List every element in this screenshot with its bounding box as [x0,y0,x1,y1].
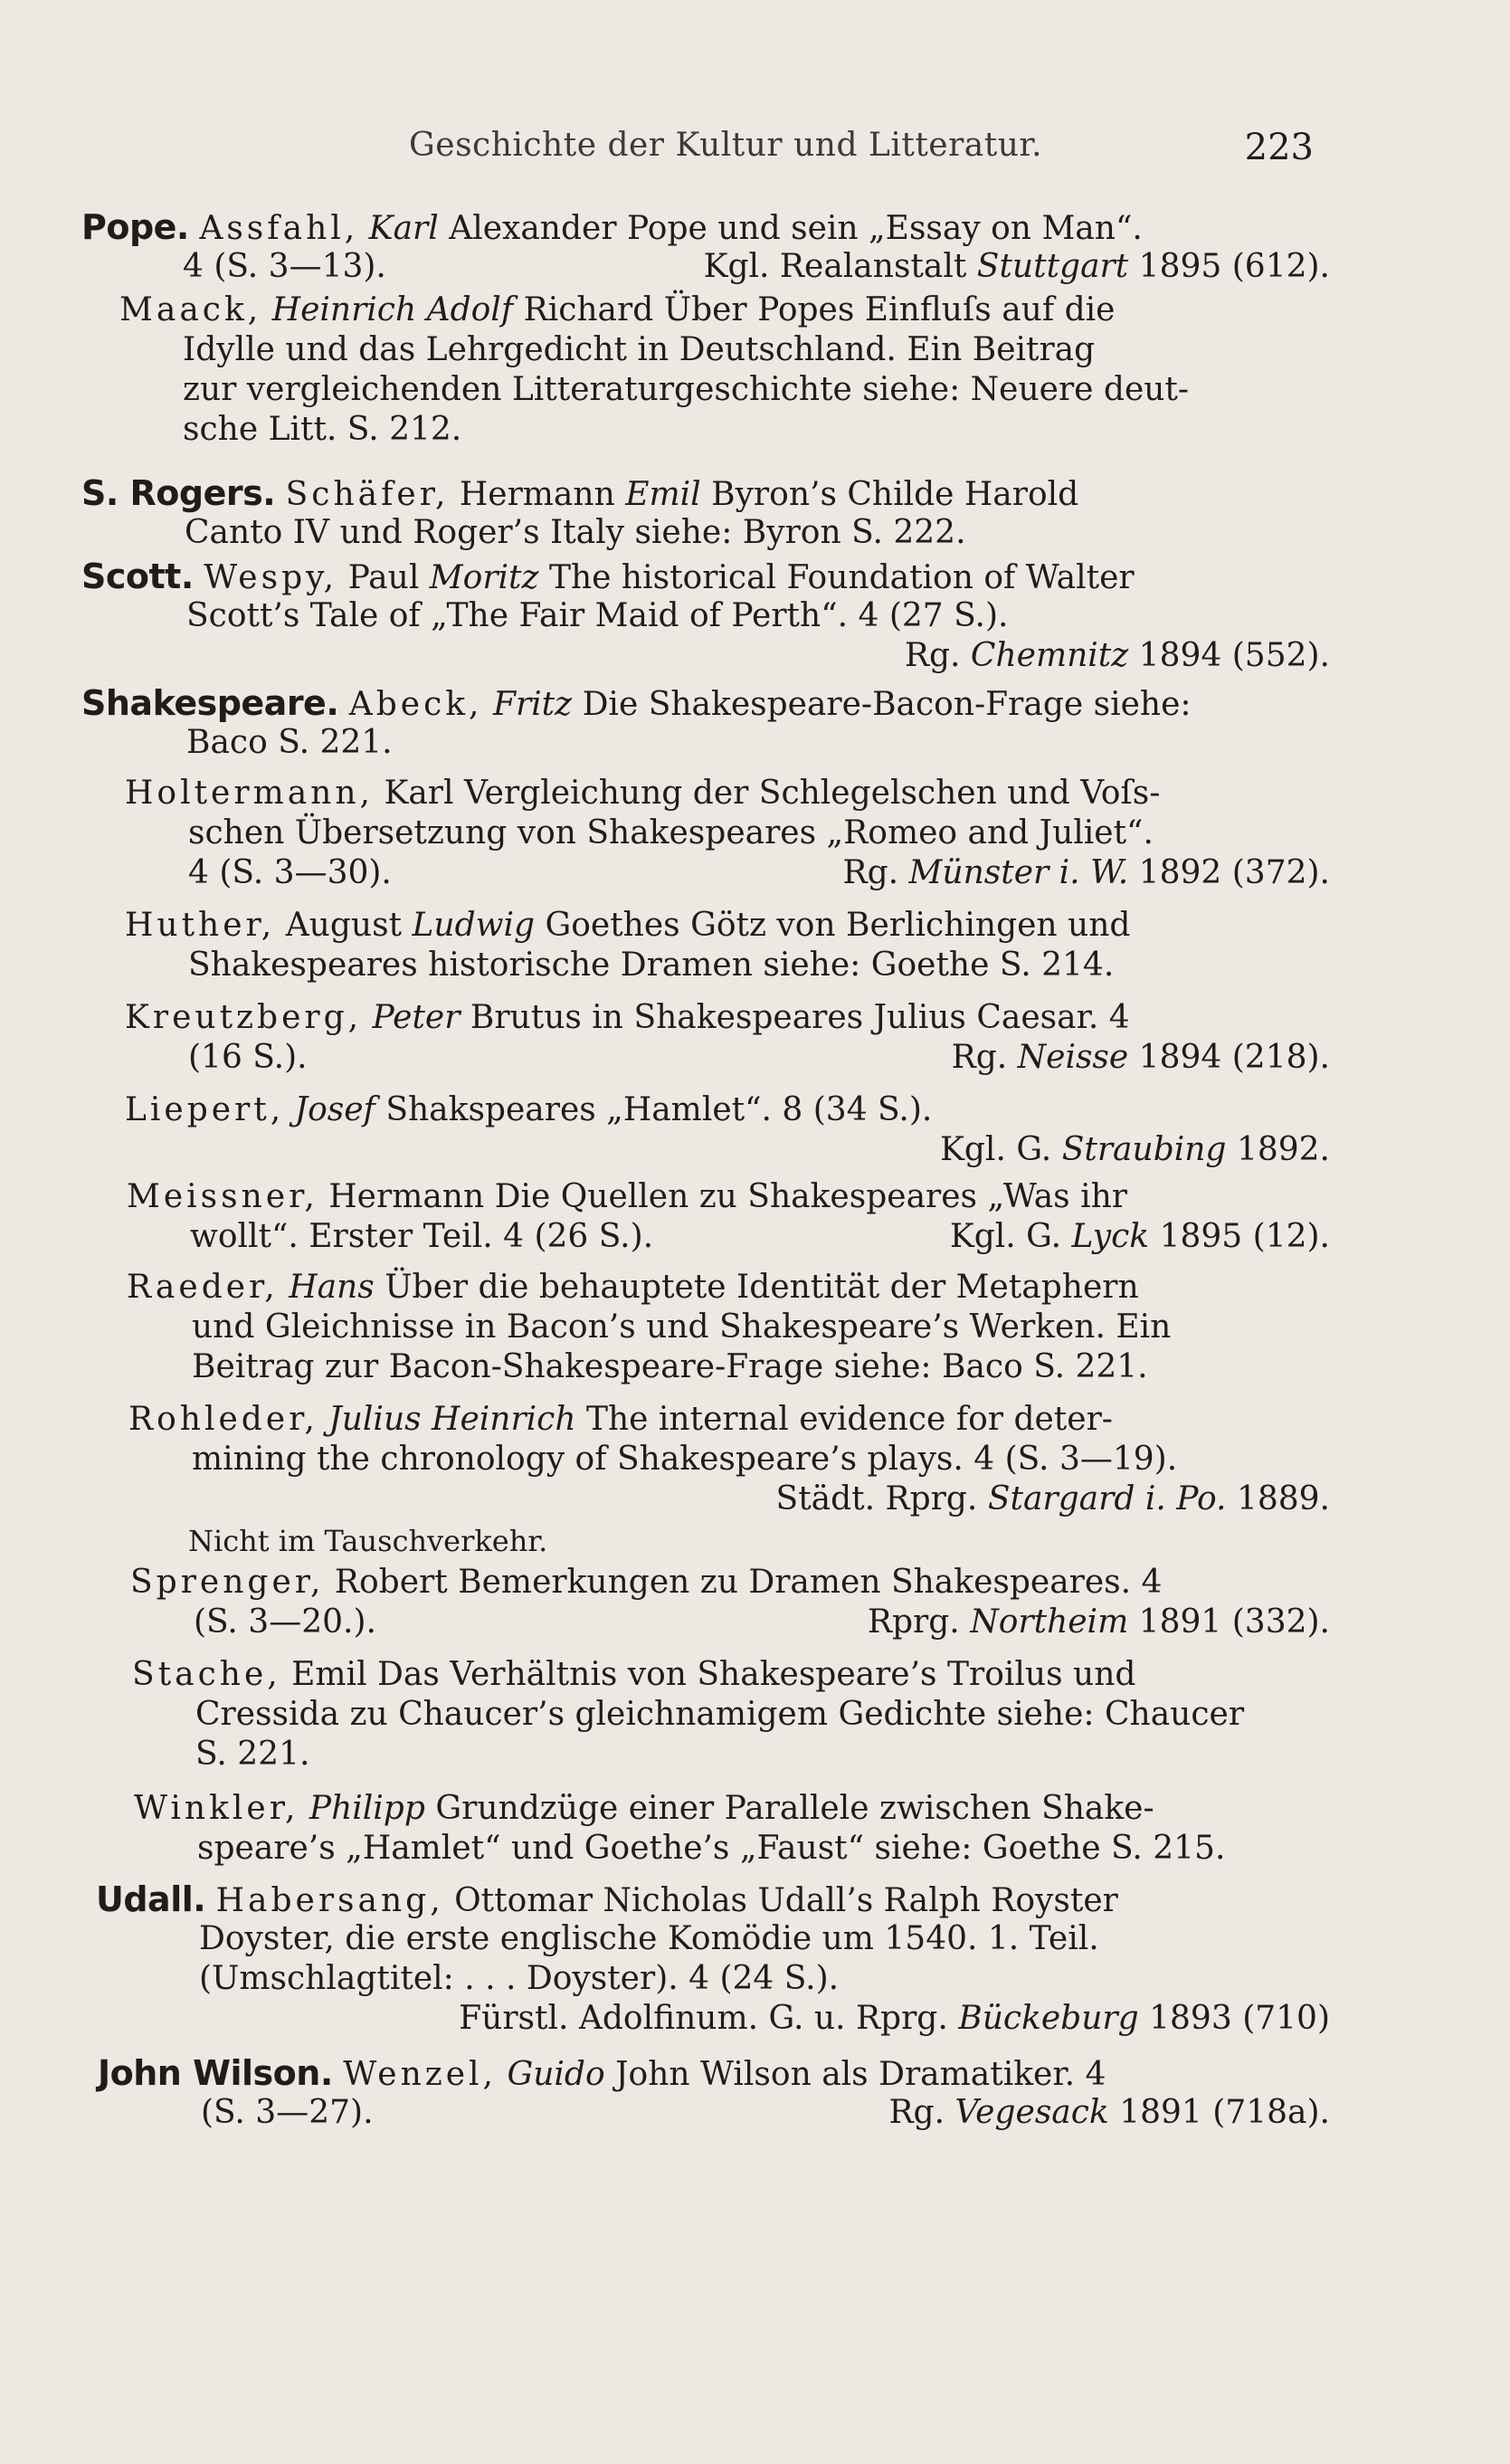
entry-title: Pope und sein „Essay on Man“. [627,210,1143,247]
entry-format: 4 (S. 3—13). [183,248,386,285]
author-given: Paul [347,559,420,596]
author-surname: Habersang, [215,1882,444,1919]
school-place: Northeim [970,1603,1129,1641]
subject-heading: Udall. [96,1879,206,1919]
entry-title-cont: (Umschlagtitel: . . . Doyster). 4 (24 S.). [199,1960,840,1997]
school-name: Rg. [951,1039,1008,1076]
entry-title: Über die behauptete Identität der Metaphern [385,1269,1139,1306]
entry-title-cont: S. 221. [195,1736,310,1773]
running-header [409,127,1314,172]
subject-heading: John Wilson. [98,2053,333,2093]
program-number: (612). [1231,248,1330,285]
entry-format: (16 S.). [188,1039,308,1076]
school-ref [940,1127,1330,1173]
program-number: (552). [1231,637,1330,674]
school-ref [950,1214,1330,1260]
author-surname: Sprenger, [130,1564,325,1601]
school-ref [776,1477,1330,1522]
school-place: Lyck [1071,1218,1150,1255]
entry-title: Die Quellen zu Shakespeares „Was ihr [494,1178,1127,1215]
author-surname: Kreutzberg, [125,999,363,1036]
school-name: Kgl. G. [949,1218,1062,1255]
entry-title: Vergleichung der Schlegelschen und Voſs- [463,775,1161,812]
subject-heading: S. Rogers. [81,473,276,513]
school-year: 1895 [1138,248,1222,285]
entry-title: Grundzüge einer Parallele zwischen Shake- [435,1790,1154,1827]
author-given-italic: Julius Heinrich [328,1401,576,1438]
school-ref [704,244,1330,290]
entry-title-cont: Shakespeares historische Dramen siehe: Goethe S. 214. [188,947,1115,984]
author-given-italic: Heinrich Adolf [271,291,514,328]
author-surname: Abeck, [348,686,483,723]
author-given: Ottomar [454,1882,594,1919]
exchange-note: Nicht im Tauschverkehr. [188,1524,548,1558]
subject-heading: Pope. [81,207,189,247]
entry-title-cont: zur vergleichenden Litteraturgeschichte siehe: Neuere deut- [183,371,1190,408]
author-surname: Winkler, [134,1790,299,1827]
program-number: (718a). [1212,2094,1330,2131]
author-surname: Huther, [125,907,276,944]
author-given-italic: Philipp [309,1790,425,1827]
entry-title-cont: Canto IV und Roger’s Italy siehe: Byron S. 222. [185,514,966,551]
school-name: Kgl. Realanstalt [703,248,967,285]
school-name: Rg. [842,854,899,891]
author-given-italic: Guido [507,2056,605,2093]
school-ref [888,2090,1330,2136]
entry-title-cont: speare’s „Hamlet“ und Goethe’s „Faust“ siehe: Goethe S. 215. [197,1830,1226,1867]
author-given: Robert [334,1564,448,1601]
entry-title-cont: Baco S. 221. [186,724,393,761]
author-surname: Wespy, [204,559,338,596]
entry-title-cont: sche Litt. S. 212. [183,411,462,448]
author-given-italic: Peter [372,999,461,1036]
school-year: 1891 [1138,1603,1222,1641]
school-place: Vegesack [954,2094,1109,2131]
school-name: Rprg. [867,1603,960,1641]
author-given-italic: Fritz [492,686,573,723]
school-ref [905,633,1330,679]
entry-title: John Wilson als Dramatiker. 4 [615,2056,1106,2093]
school-year: 1891 [1119,2094,1202,2131]
school-name: Städt. Rprg. [775,1480,978,1517]
author-surname: Holtermann, [125,775,374,812]
entry-title: Bemerkungen zu Dramen Shakespeares. 4 [458,1564,1163,1601]
school-year: 1892 [1138,854,1222,891]
school-place: Münster i. W. [908,854,1129,891]
author-surname: Raeder, [127,1269,279,1306]
school-year: 1892. [1236,1131,1330,1168]
program-number: (710) [1242,2000,1330,2037]
author-given: Richard [523,291,654,328]
school-place: Stuttgart [976,248,1129,285]
school-year: 1893 [1149,2000,1232,2037]
school-year: 1894 [1138,637,1222,674]
author-given-italic: Hans [289,1269,375,1306]
program-number: (12). [1252,1218,1330,1255]
school-year: 1894 [1138,1039,1222,1076]
school-place: Stargard i. Po. [987,1480,1227,1517]
entry-title: Byron’s Childe Harold [711,476,1079,513]
entry-title-cont: Doyster, die erste englische Komödie um 1540. 1. Teil. [199,1920,1099,1957]
author-given-italic: Moritz [429,559,539,596]
entry-title-cont: mining the chronology of Shakespeare’s plays. 4 (S. 3—19). [192,1441,1178,1478]
program-number: (372). [1231,854,1330,891]
entry-format: (S. 3—27). [201,2094,374,2131]
program-number: (332). [1231,1603,1330,1641]
entry-title-cont: wollt“. Erster Teil. 4 (26 S.). [190,1218,654,1255]
school-ref [459,1996,1330,2041]
entry-title: Shakspeares „Hamlet“. 8 (34 S.). [385,1091,933,1128]
school-name: Fürstl. Adolfinum. G. u. Rprg. [459,2000,948,2037]
running-title: Geschichte der Kultur und Litteratur. [409,127,1043,164]
entry-title-cont: schen Übersetzung von Shakespeares „Romeo and Juliet“. [188,814,1154,851]
author-surname: Assfahl, [199,210,359,247]
entry-title: Das Verhältnis von Shakespeare’s Troilus und [377,1656,1136,1693]
entry-format: (S. 3—20.). [194,1603,376,1641]
entry-title-cont: Cressida zu Chaucer’s gleichnamigem Gedichte siehe: Chaucer [195,1696,1245,1733]
author-given: Hermann [459,476,615,513]
entry-title: The historical Foundation of Walter [548,559,1135,596]
entry-title: Goethes Götz von Berlichingen und [545,907,1131,944]
school-name: Rg. [904,637,961,674]
entry-title: Die Shakespeare-Bacon-Frage siehe: [582,686,1192,723]
page-number: 223 [1244,127,1314,168]
author-surname: Stache, [132,1656,281,1693]
author-surname: Rohleder, [128,1401,318,1438]
entry-title: Nicholas Udall’s Ralph Royster [603,1882,1118,1919]
author-given-italic: Karl [368,210,439,247]
author-surname: Meissner, [127,1178,318,1215]
entry-title-cont: und Gleichnisse in Bacon’s und Shakespeare’s Werken. Ein [192,1308,1172,1346]
author-surname: Maack, [119,291,262,328]
entry-format: 4 (S. 3—30). [188,854,392,891]
school-year: 1895 [1159,1218,1243,1255]
school-ref [842,851,1330,896]
author-given: Alexander [449,210,617,247]
author-given: Karl [384,775,454,812]
entry-title: Über Popes Einfluſs auf die [663,291,1116,328]
author-given-italic: Ludwig [412,907,536,944]
subject-heading: Shakespeare. [81,683,339,723]
school-place: Chemnitz [970,637,1129,674]
school-name: Kgl. G. [939,1131,1052,1168]
author-surname: Schäfer, [285,476,450,513]
author-given: Hermann [328,1178,485,1215]
entry-title: Brutus in Shakespeares Julius Caesar. 4 [470,999,1130,1036]
school-ref [868,1600,1330,1645]
author-given-italic: Josef [294,1091,375,1128]
program-number: (218). [1231,1039,1330,1076]
school-name: Rg. [888,2094,945,2131]
school-place: Bückeburg [958,2000,1139,2037]
author-given: Emil [291,1656,367,1693]
author-surname: Wenzel, [343,2056,498,2093]
author-surname: Liepert, [125,1091,285,1128]
entry-title-cont: Scott’s Tale of „The Fair Maid of Perth“. 4 (27 S.). [186,597,1009,634]
school-ref [952,1035,1330,1080]
school-place: Neisse [1017,1039,1129,1076]
author-given: August [285,907,403,944]
subject-heading: Scott. [81,557,194,596]
entry-title-cont: Idylle und das Lehrgedicht in Deutschland. Ein Beitrag [183,331,1096,368]
school-place: Straubing [1061,1131,1227,1168]
school-year: 1889. [1236,1480,1330,1517]
author-given-italic: Emil [625,476,701,513]
entry-title: The internal evidence for deter- [585,1401,1113,1438]
entry-title-cont: Beitrag zur Bacon-Shakespeare-Frage siehe: Baco S. 221. [192,1348,1148,1385]
